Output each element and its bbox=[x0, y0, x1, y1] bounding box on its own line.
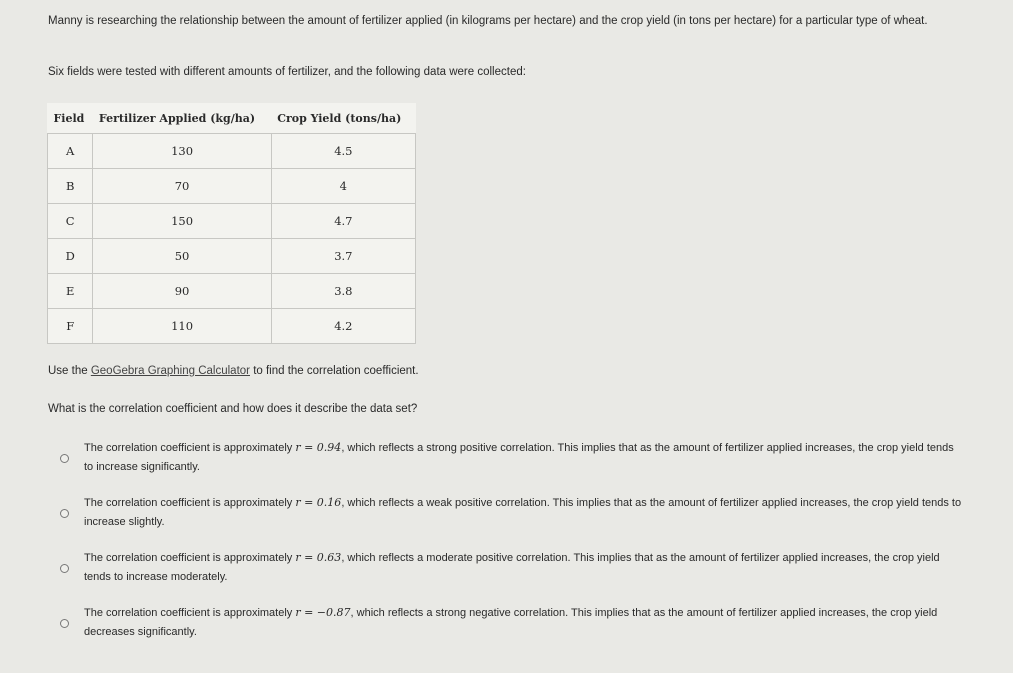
radio-button[interactable] bbox=[60, 619, 69, 628]
option-text bbox=[84, 548, 964, 587]
option-text-pre: The correlation coefficient is approximately bbox=[84, 607, 296, 619]
option-math: r = −0.87 bbox=[295, 606, 351, 619]
option-text-post: , which reflects a strong negative correlation. This implies that as the amount of fertilizer applied increases, the crop yield decreases significantly. bbox=[84, 607, 938, 638]
cell-fertilizer: 150 bbox=[93, 204, 271, 239]
table-row bbox=[48, 134, 416, 169]
problem-intro: Manny is researching the relationship between the amount of fertilizer applied (in kilograms per hectare) and the crop yield (in tons per hectare) for a particular type of wheat. bbox=[48, 15, 928, 27]
option-text-post: , which reflects a moderate positive correlation. This implies that as the amount of fertilizer applied increases, the crop yield tends to increase moderately. bbox=[84, 552, 940, 583]
cell-fertilizer: 110 bbox=[93, 309, 271, 344]
radio-button[interactable] bbox=[60, 509, 69, 518]
cell-yield: 4.7 bbox=[271, 204, 415, 239]
cell-fertilizer: 50 bbox=[93, 239, 271, 274]
option-text bbox=[84, 493, 964, 532]
table-row bbox=[48, 239, 416, 274]
cell-field: D bbox=[48, 239, 93, 274]
table-row bbox=[48, 274, 416, 309]
question-text: What is the correlation coefficient and how does it describe the data set? bbox=[48, 403, 418, 415]
option-math: r = 0.16 bbox=[295, 496, 342, 509]
instruction-suffix: to find the correlation coefficient. bbox=[250, 365, 419, 377]
cell-field: A bbox=[48, 134, 93, 169]
option-text-pre: The correlation coefficient is approximately bbox=[84, 442, 296, 454]
cell-fertilizer: 70 bbox=[93, 169, 271, 204]
cell-field: C bbox=[48, 204, 93, 239]
cell-yield: 3.8 bbox=[271, 274, 415, 309]
option-text bbox=[84, 603, 964, 642]
option-text bbox=[84, 438, 964, 477]
header-field: Field bbox=[48, 103, 93, 134]
table-row bbox=[48, 169, 416, 204]
problem-setup: Six fields were tested with different amounts of fertilizer, and the following data were collected: bbox=[48, 66, 526, 78]
header-fertilizer: Fertilizer Applied (kg/ha) bbox=[93, 103, 271, 134]
cell-yield: 3.7 bbox=[271, 239, 415, 274]
table-row bbox=[48, 204, 416, 239]
geogebra-link[interactable]: GeoGebra Graphing Calculator bbox=[90, 365, 250, 377]
cell-field: B bbox=[48, 169, 93, 204]
option-text-pre: The correlation coefficient is approximately bbox=[84, 552, 296, 564]
radio-button[interactable] bbox=[60, 454, 69, 463]
option-text-pre: The correlation coefficient is approximately bbox=[84, 497, 296, 509]
cell-yield: 4.5 bbox=[271, 134, 415, 169]
option-text-post: , which reflects a weak positive correlation. This implies that as the amount of fertilizer applied increases, the crop yield tends to increase slightly. bbox=[84, 497, 962, 528]
table-row bbox=[48, 309, 416, 344]
option-math: r = 0.63 bbox=[295, 551, 342, 564]
data-table bbox=[47, 103, 416, 344]
cell-yield: 4.2 bbox=[271, 309, 415, 344]
cell-fertilizer: 90 bbox=[93, 274, 271, 309]
cell-yield: 4 bbox=[271, 169, 415, 204]
table-header-row bbox=[48, 103, 416, 134]
cell-fertilizer: 130 bbox=[93, 134, 271, 169]
cell-field: F bbox=[48, 309, 93, 344]
option-math: r = 0.94 bbox=[295, 441, 342, 454]
cell-field: E bbox=[48, 274, 93, 309]
instruction-text bbox=[48, 365, 419, 377]
instruction-prefix: Use the bbox=[48, 365, 91, 377]
option-text-post: , which reflects a strong positive correlation. This implies that as the amount of fertilizer applied increases, the crop yield tends to increase significantly. bbox=[84, 442, 954, 473]
header-yield: Crop Yield (tons/ha) bbox=[271, 103, 415, 134]
radio-button[interactable] bbox=[60, 564, 69, 573]
